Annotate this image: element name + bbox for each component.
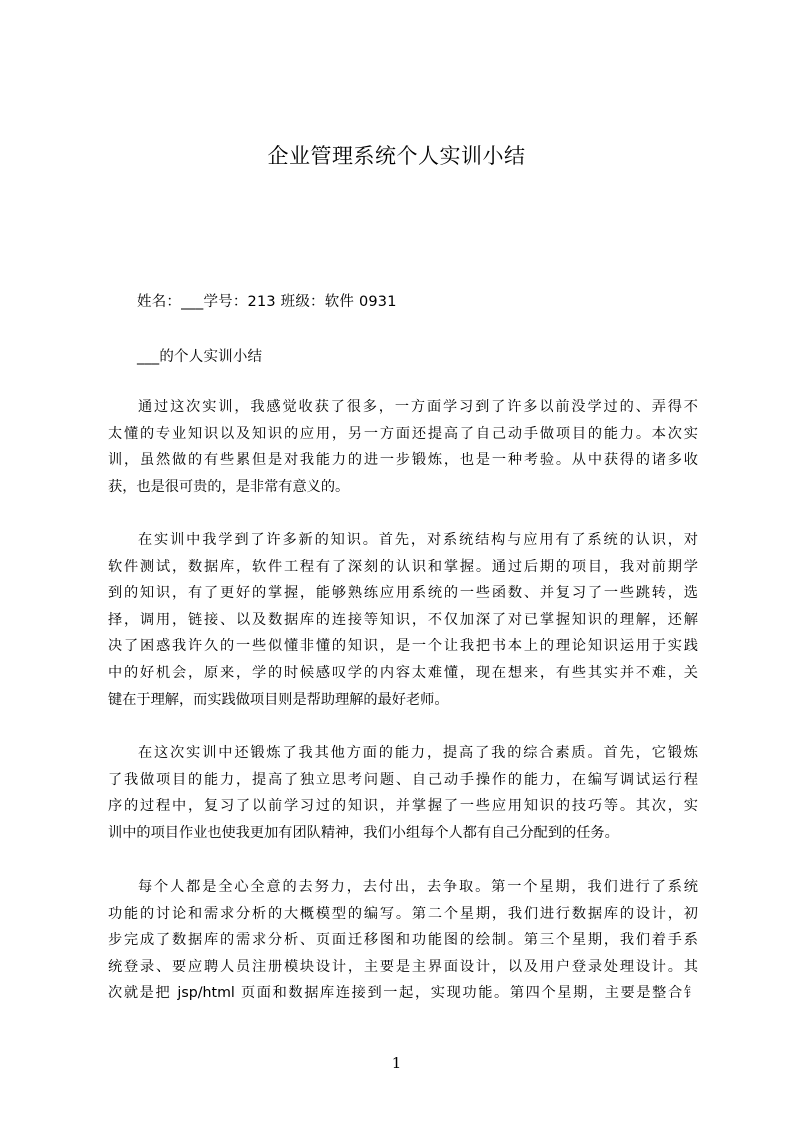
paragraph-line: 获，也是很可贵的，是非常有意义的。 [108,478,350,495]
paragraph-line: 决了困惑我许久的一些似懂非懂的知识，是一个让我把书本上的理论知识运用于实践 [108,638,698,655]
document-title: 企业管理系统个人实训小结 [267,144,526,168]
paragraph-3 [108,740,698,846]
paragraph-4 [108,874,698,1007]
page-number: 1 [391,1054,402,1072]
document-subtitle: ___的个人实训小结 [137,349,263,365]
paragraph-line: 次就是把 jsp/html 页面和数据库连接到一起，实现功能。第四个星期，主要是整合钅 [108,985,698,1002]
paragraph-line: 了我做项目的能力，提高了独立思考问题、自己动手操作的能力，在编写调试运行程 [108,771,698,788]
paragraph-line: 在实训中我学到了许多新的知识。首先，对系统结构与应用有了系统的认识，对 [138,532,698,548]
paragraph-line: 择，调用，链接、以及数据库的连接等知识，不仅加深了对已掌握知识的理解，还解 [108,611,698,628]
paragraph-line: 功能的讨论和需求分析的大概模型的编写。第二个星期，我们进行数据库的设计，初 [108,905,698,922]
paragraph-line: 太懂的专业知识以及知识的应用，另一方面还提高了自己动手做项目的能力。本次实 [108,425,698,442]
paragraph-line: 序的过程中，复习了以前学习过的知识，并掌握了一些应用知识的技巧等。其次，实 [108,798,698,815]
paragraph-line: 通过这次实训，我感觉收获了很多，一方面学习到了许多以前没学过的、弄得不 [138,399,698,415]
paragraph-line: 中的好机会，原来，学的时候感叹学的内容太难懂，现在想来，有些其实并不难，关 [108,664,698,681]
paragraph-line: 步完成了数据库的需求分析、页面迁移图和功能图的绘制。第三个星期，我们着手系 [108,932,698,949]
paragraph-line: 到的知识，有了更好的掌握，能够熟练应用系统的一些函数、并复习了一些跳转，选 [108,585,698,602]
paragraph-line: 训，虽然做的有些累但是对我能力的进一步锻炼，也是一种考验。从中获得的诸多收 [108,452,698,469]
student-info-line: 姓名：___学号：213 班级：软件 0931 [137,294,397,310]
paragraph-line: 键在于理解，而实践做项目则是帮助理解的最好老师。 [108,691,449,708]
paragraph-1 [108,394,698,500]
paragraph-line: 训中的项目作业也使我更加有团队精神，我们小组每个人都有自己分配到的任务。 [108,824,619,841]
paragraph-line: 在这次实训中还锻炼了我其他方面的能力，提高了我的综合素质。首先，它锻炼 [138,745,698,761]
paragraph-line: 每个人都是全心全意的去努力，去付出，去争取。第一个星期，我们进行了系统 [138,879,698,895]
paragraph-2 [108,527,698,713]
paragraph-line: 软件测试，数据库，软件工程有了深刻的认识和掌握。通过后期的项目，我对前期学 [108,558,698,575]
paragraph-line: 统登录、要应聘人员注册模块设计，主要是主界面设计，以及用户登录处理设计。其 [108,958,698,975]
